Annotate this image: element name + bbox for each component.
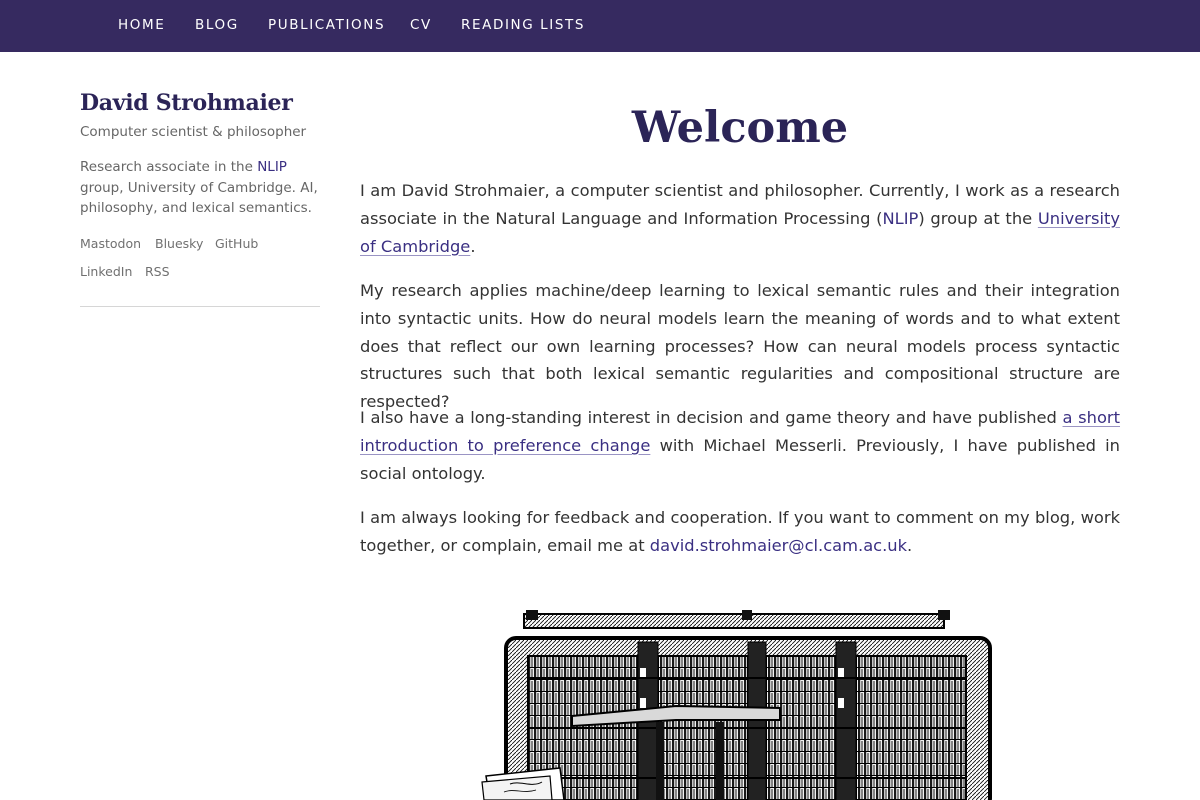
bookcase-illustration — [480, 608, 1000, 800]
paragraph-text: I also have a long-standing interest in decision and game theory and have published — [360, 408, 1063, 427]
nav-publications[interactable]: PUBLICATIONS — [268, 17, 386, 33]
paragraph-text: ) group at the — [918, 208, 1038, 228]
social-link-github[interactable]: GitHub — [215, 236, 259, 251]
contact-paragraph — [360, 504, 1120, 560]
research-paragraph: My research applies machine/deep learning to lexical semantic rules and their integration into syntactic units. How do neural models learn the meaning of words and to what extent does that reflect our own learning processes? How can neural models process syntactic structures such that both lexical semantic regularities and compositional structure are respected? — [360, 281, 1120, 412]
sidebar-divider — [80, 306, 320, 307]
nav-blog[interactable]: BLOG — [195, 17, 239, 33]
nav-home[interactable]: HOME — [118, 17, 166, 33]
nlip-inline-link[interactable]: NLIP — [882, 208, 919, 228]
preference-change-link[interactable]: a short introduction to preference change — [360, 408, 1121, 455]
social-link-rss[interactable]: RSS — [145, 264, 170, 279]
intro-paragraph — [360, 177, 1120, 260]
site-description — [80, 157, 325, 219]
interests-paragraph — [360, 404, 1120, 487]
nav-cv[interactable]: CV — [410, 17, 432, 33]
social-link-linkedin[interactable]: LinkedIn — [80, 264, 133, 279]
top-navigation — [0, 0, 1200, 52]
paragraph-text: . — [470, 236, 476, 256]
paragraph-text: . — [907, 535, 913, 555]
site-subtitle: Computer scientist & philosopher — [80, 124, 307, 140]
site-title[interactable]: David Strohmaier — [80, 90, 293, 116]
page-title: Welcome — [631, 103, 849, 153]
university-link[interactable]: University of Cambridge — [360, 208, 1120, 256]
nlip-link[interactable]: NLIP — [257, 159, 287, 175]
nav-reading-lists[interactable]: READING LISTS — [461, 17, 586, 33]
site-description-text: Research associate in the — [80, 159, 258, 175]
bookcase-engraving-image — [480, 608, 1000, 800]
social-link-bluesky[interactable]: Bluesky — [155, 236, 204, 251]
social-link-mastodon[interactable]: Mastodon — [80, 236, 142, 251]
site-description-text: group, University of Cambridge. AI, philosophy, and lexical semantics. — [80, 179, 318, 216]
paragraph-text: I am always looking for feedback and cooperation. If you want to comment on my blog, work together, or complain, email me at — [360, 508, 1120, 555]
paragraph-text: I am David Strohmaier, a computer scientist and philosopher. Currently, I work as a research associate in the Natural Language and Information Processing ( — [360, 181, 1120, 228]
email-link[interactable]: david.strohmaier@cl.cam.ac.uk — [649, 535, 908, 555]
paragraph-text: with Michael Messerli. Previously, I have published in social ontology. — [360, 435, 1120, 483]
